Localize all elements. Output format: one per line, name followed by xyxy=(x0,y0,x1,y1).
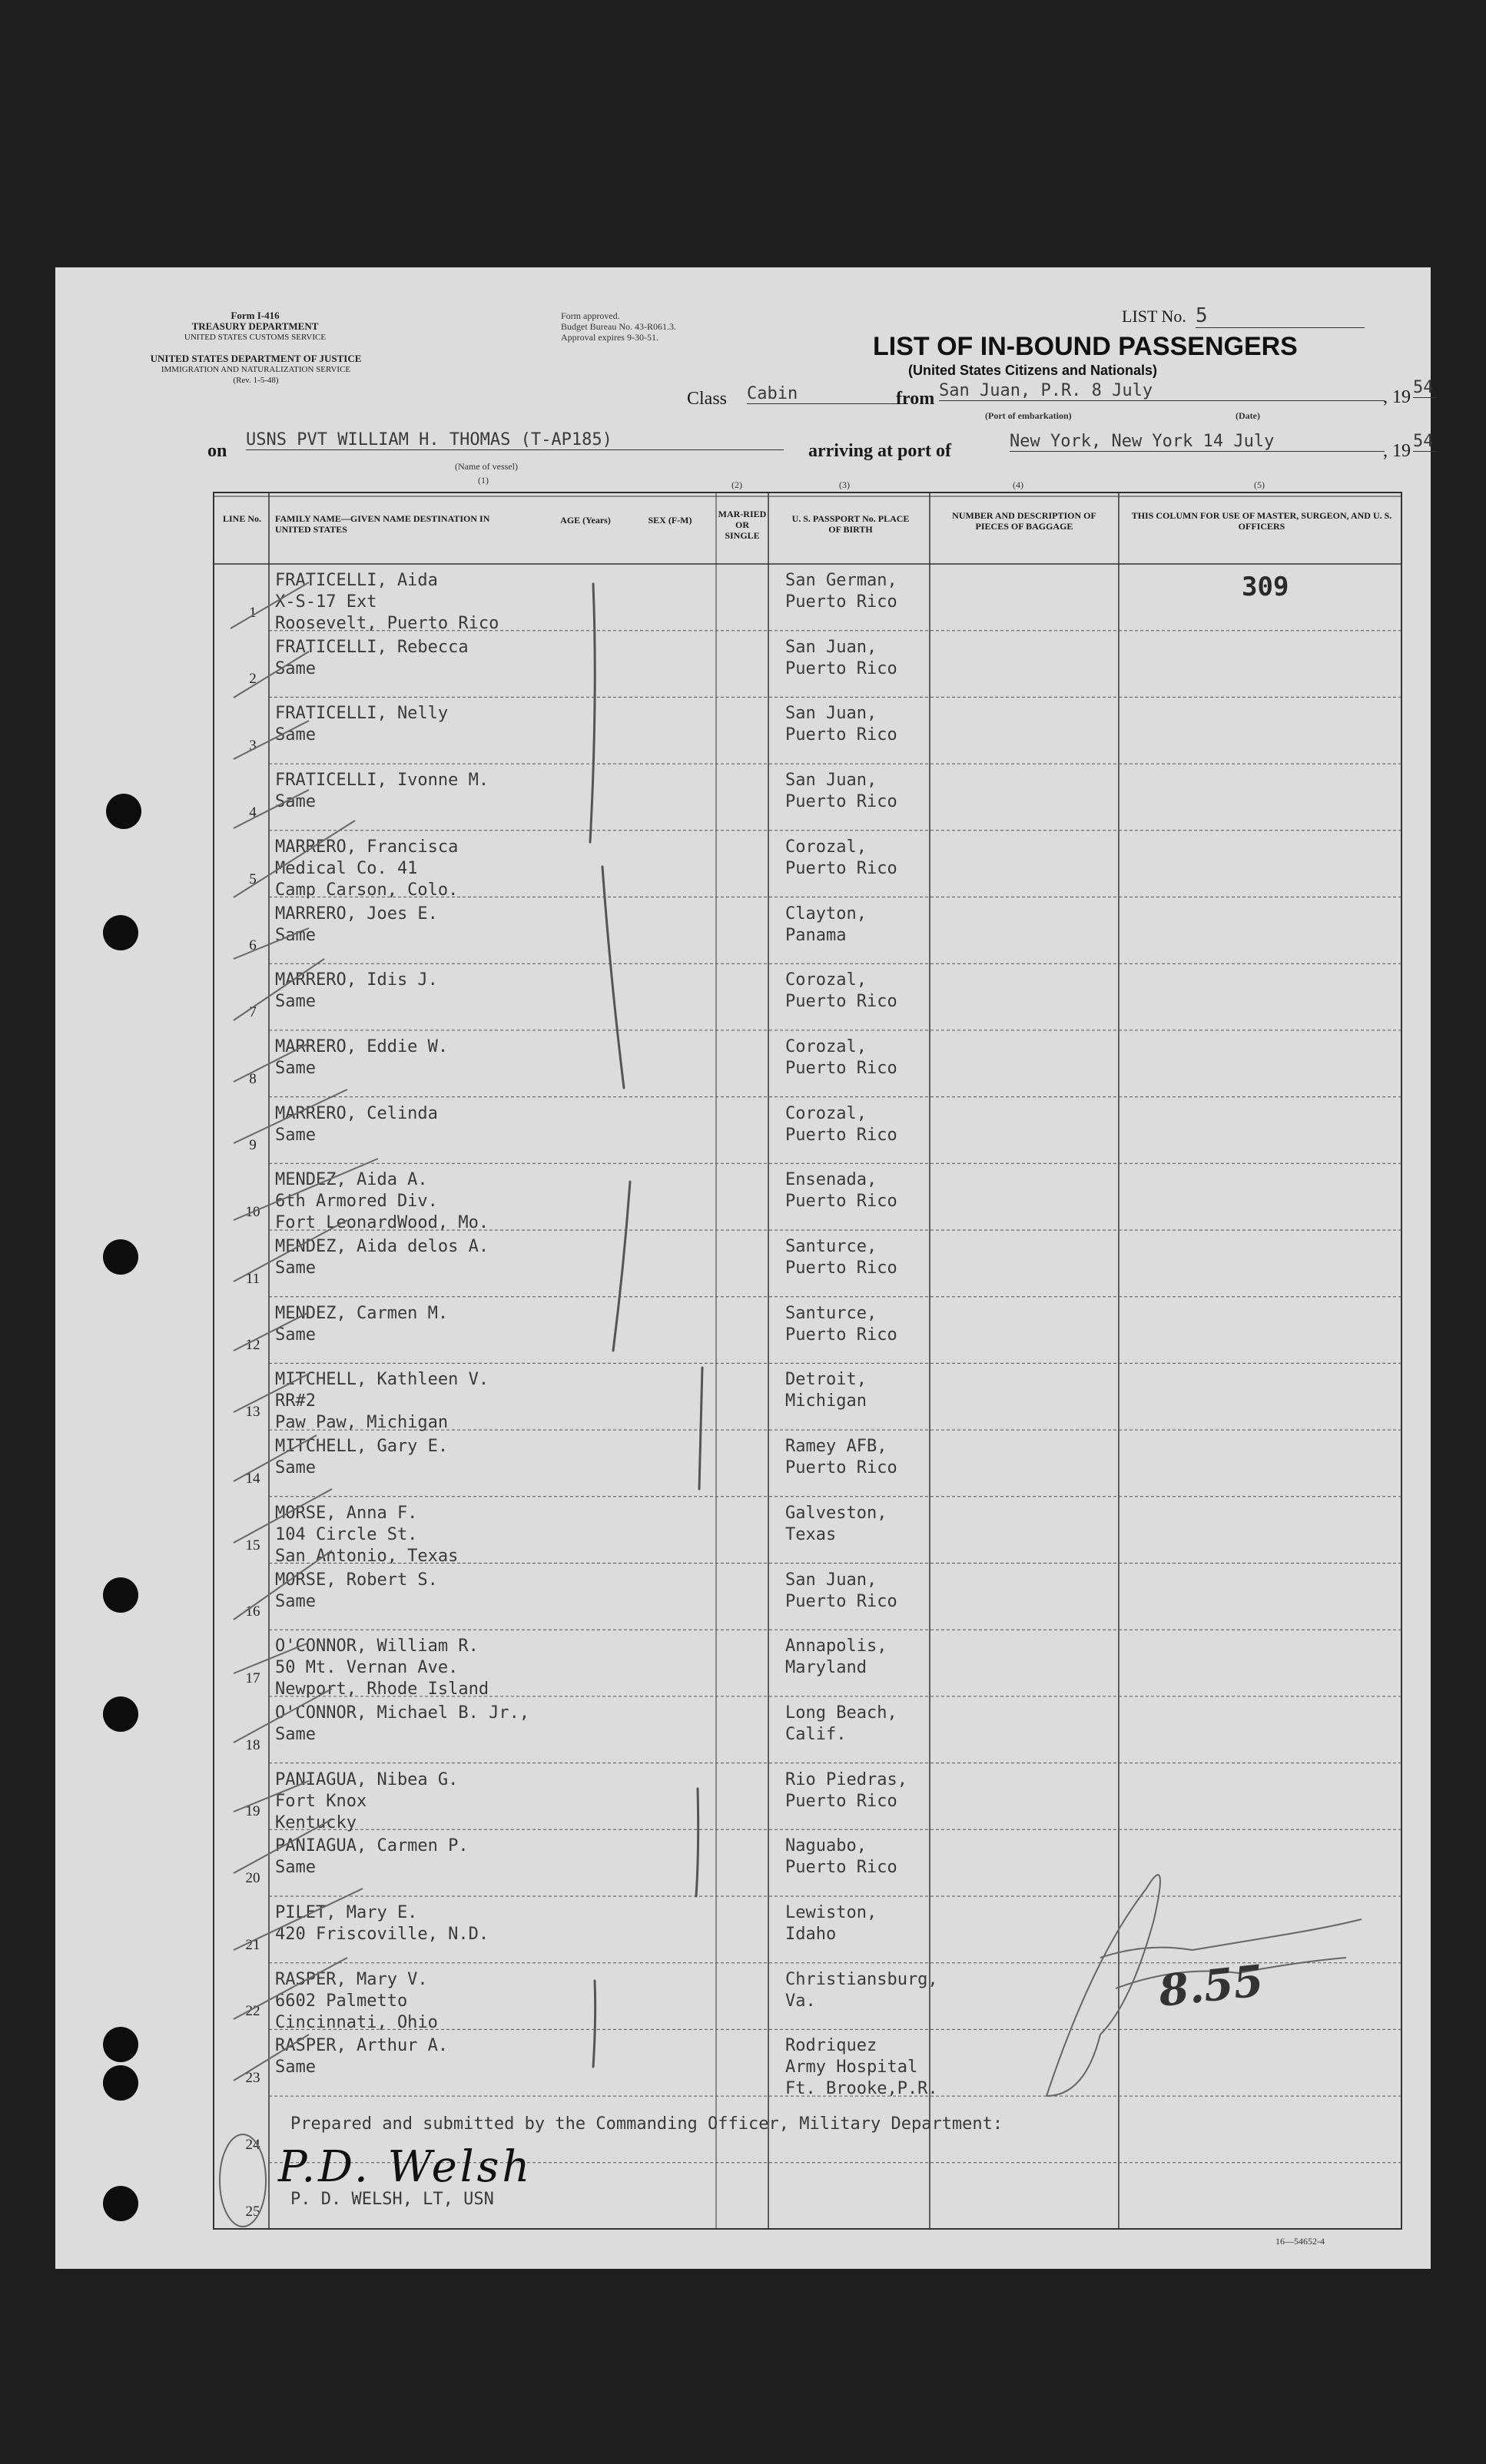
line-number: 6 xyxy=(249,937,257,954)
place-of-birth: San Juan, Puerto Rico xyxy=(785,1570,897,1611)
place-of-birth: San German, Puerto Rico xyxy=(785,571,897,612)
line-number: 8 xyxy=(249,1070,257,1087)
vessel-value: USNS PVT WILLIAM H. THOMAS (T-AP185) xyxy=(246,430,784,450)
class-value: Cabin xyxy=(747,384,908,404)
passenger-name-destination: MENDEZ, Aida A. 6th Armored Div. Fort LeonardWood, Mo. xyxy=(275,1170,489,1233)
passenger-name-destination: MARRERO, Eddie W. Same xyxy=(275,1036,449,1078)
line-number: 24 xyxy=(245,2136,260,2153)
line-number: 9 xyxy=(249,1137,257,1154)
year-label: , 19 xyxy=(1383,441,1411,461)
signer-name: P. D. WELSH, LT, USN xyxy=(290,2190,494,2209)
header-age: AGE (Years) xyxy=(560,515,611,526)
approved-line: Form approved. xyxy=(561,310,620,321)
arriving-label: arriving at port of xyxy=(808,441,951,461)
header-married: MAR-RIED OR SINGLE xyxy=(718,509,767,541)
service: UNITED STATES CUSTOMS SERVICE xyxy=(184,333,327,342)
line-number: 2 xyxy=(249,671,257,688)
place-of-birth: Corozal, Puerto Rico xyxy=(785,837,897,878)
vessel-caption: (Name of vessel) xyxy=(455,461,518,472)
line-number: 12 xyxy=(245,1337,260,1354)
year-value: 54 xyxy=(1413,432,1436,452)
place-of-birth: Long Beach, Calif. xyxy=(785,1703,897,1744)
class-label: Class xyxy=(687,389,728,409)
ins: IMMIGRATION AND NATURALIZATION SERVICE xyxy=(161,365,351,374)
passenger-name-destination: PANIAGUA, Nibea G. Fort Knox Kentucky xyxy=(275,1769,459,1832)
place-of-birth: Santurce, Puerto Rico xyxy=(785,1303,897,1345)
line-number: 16 xyxy=(245,1603,260,1620)
passenger-name-destination: MENDEZ, Carmen M. Same xyxy=(275,1303,449,1345)
passenger-name-destination: RASPER, Mary V. 6602 Palmetto Cincinnati, Ohio xyxy=(275,1969,438,2032)
passenger-name-destination: O'CONNOR, William R. 50 Mt. Vernan Ave. Newport, Rhode Island xyxy=(275,1637,489,1700)
line-number: 13 xyxy=(245,1404,260,1421)
handwritten-annotation: 8.55 xyxy=(1156,1955,1266,2017)
date-caption: (Date) xyxy=(1236,410,1260,421)
from-value: San Juan, P.R. 8 July xyxy=(939,381,1385,401)
place-of-birth: Clayton, Panama xyxy=(785,904,867,945)
place-of-birth: Corozal, Puerto Rico xyxy=(785,970,897,1012)
passenger-name-destination: MARRERO, Celinda Same xyxy=(275,1103,438,1145)
passenger-name-destination: PANIAGUA, Carmen P. Same xyxy=(275,1836,469,1878)
column-number: (2) xyxy=(731,479,742,490)
place-of-birth: Christiansburg, Va. xyxy=(785,1969,938,2011)
approved-line: Approval expires 9-30-51. xyxy=(561,332,658,343)
header-sex: SEX (F-M) xyxy=(648,515,692,526)
line-number: 20 xyxy=(245,1870,260,1886)
column-number: (1) xyxy=(478,475,489,486)
place-of-birth: Ensenada, Puerto Rico xyxy=(785,1170,897,1212)
place-of-birth: Detroit, Michigan xyxy=(785,1370,867,1411)
line-number: 22 xyxy=(245,2003,260,2020)
column-number: (4) xyxy=(1013,479,1023,490)
header-line-no: LINE No. xyxy=(222,513,261,524)
passenger-name-destination: FRATICELLI, Rebecca Same xyxy=(275,637,469,678)
document-subtitle: (United States Citizens and Nationals) xyxy=(908,363,1158,378)
place-of-birth: Rio Piedras, Puerto Rico xyxy=(785,1769,907,1811)
passenger-name-destination: MARRERO, Idis J. Same xyxy=(275,970,438,1012)
header-name: FAMILY NAME—GIVEN NAME DESTINATION IN UNITED STATES xyxy=(275,513,490,535)
passenger-name-destination: MENDEZ, Aida delos A. Same xyxy=(275,1237,489,1278)
place-of-birth: San Juan, Puerto Rico xyxy=(785,771,897,812)
list-no-value: 5 xyxy=(1196,304,1365,328)
justice: UNITED STATES DEPARTMENT OF JUSTICE xyxy=(150,353,362,364)
place-of-birth: Rodriquez Army Hospital Ft. Brooke,P.R. xyxy=(785,2036,938,2099)
year-label: , 19 xyxy=(1383,387,1411,407)
passenger-name-destination: MARRERO, Joes E. Same xyxy=(275,904,438,945)
approved-line: Budget Bureau No. 43-R061.3. xyxy=(561,321,676,332)
arriving-value: New York, New York 14 July xyxy=(1010,432,1385,452)
passenger-name-destination: FRATICELLI, Ivonne M. Same xyxy=(275,771,489,812)
prepared-statement: Prepared and submitted by the Commanding Officer, Military Department: xyxy=(290,2114,1003,2134)
place-of-birth: Naguabo, Puerto Rico xyxy=(785,1836,897,1878)
year-value: 54 xyxy=(1413,378,1436,398)
passenger-name-destination: FRATICELLI, Aida X-S-17 Ext Roosevelt, Puerto Rico xyxy=(275,571,499,633)
rev: (Rev. 1-5-48) xyxy=(233,376,279,385)
line-number: 18 xyxy=(245,1736,260,1753)
passenger-name-destination: O'CONNOR, Michael B. Jr., Same xyxy=(275,1703,530,1744)
column-number: (3) xyxy=(839,479,850,490)
passenger-name-destination: FRATICELLI, Nelly Same xyxy=(275,704,449,745)
line-number: 4 xyxy=(249,804,257,821)
passenger-name-destination: MARRERO, Francisca Medical Co. 41 Camp Carson, Colo. xyxy=(275,837,459,900)
line-number: 15 xyxy=(245,1537,260,1554)
from-label: from xyxy=(896,389,935,409)
header-officers: THIS COLUMN FOR USE OF MASTER, SURGEON, AND U. S. OFFICERS xyxy=(1131,510,1392,532)
line-number: 21 xyxy=(245,1936,260,1953)
line-number: 5 xyxy=(249,871,257,887)
place-of-birth: Annapolis, Maryland xyxy=(785,1637,887,1678)
line-number: 17 xyxy=(245,1670,260,1686)
passenger-name-destination: PILET, Mary E. 420 Friscoville, N.D. xyxy=(275,1903,489,1944)
place-of-birth: Santurce, Puerto Rico xyxy=(785,1237,897,1278)
place-of-birth: Lewiston, Idaho xyxy=(785,1903,877,1944)
passenger-name-destination: MORSE, Robert S. Same xyxy=(275,1570,438,1611)
line-number: 23 xyxy=(245,2070,260,2087)
passenger-name-destination: MORSE, Anna F. 104 Circle St. San Antonio, Texas xyxy=(275,1503,459,1566)
line-number: 10 xyxy=(245,1204,260,1220)
place-of-birth: San Juan, Puerto Rico xyxy=(785,704,897,745)
form-id: Form I-416 xyxy=(231,310,280,321)
place-of-birth: Galveston, Texas xyxy=(785,1503,887,1544)
place-of-birth: Corozal, Puerto Rico xyxy=(785,1036,897,1078)
signature: P.D. Welsh xyxy=(278,2142,533,2192)
header-passport: U. S. PASSPORT No. PLACE OF BIRTH xyxy=(791,513,910,535)
passenger-manifest-page xyxy=(55,267,1434,2269)
port-caption: (Port of embarkation) xyxy=(985,410,1072,421)
header-baggage: NUMBER AND DESCRIPTION OF PIECES OF BAGGAGE xyxy=(952,510,1096,532)
place-of-birth: Ramey AFB, Puerto Rico xyxy=(785,1437,897,1478)
document-code: 16—54652-4 xyxy=(1275,2236,1325,2247)
passenger-name-destination: RASPER, Arthur A. Same xyxy=(275,2036,449,2078)
line-number: 25 xyxy=(245,2203,260,2220)
line-number: 1 xyxy=(249,604,257,621)
line-number: 14 xyxy=(245,1470,260,1487)
passenger-name-destination: MITCHELL, Kathleen V. RR#2 Paw Paw, Michigan xyxy=(275,1370,489,1433)
column-number: (5) xyxy=(1254,479,1265,490)
document-title: LIST OF IN-BOUND PASSENGERS xyxy=(873,332,1298,361)
line-number: 7 xyxy=(249,1003,257,1020)
line-number: 3 xyxy=(249,738,257,754)
officer-stamp: 309 xyxy=(1242,572,1289,602)
line-number: 19 xyxy=(245,1803,260,1820)
department: TREASURY DEPARTMENT xyxy=(191,320,319,332)
line-number: 11 xyxy=(245,1270,260,1287)
place-of-birth: San Juan, Puerto Rico xyxy=(785,637,897,678)
list-no-label: LIST No. xyxy=(1122,307,1186,326)
on-label: on xyxy=(207,441,227,461)
passenger-name-destination: MITCHELL, Gary E. Same xyxy=(275,1437,449,1478)
place-of-birth: Corozal, Puerto Rico xyxy=(785,1103,897,1145)
